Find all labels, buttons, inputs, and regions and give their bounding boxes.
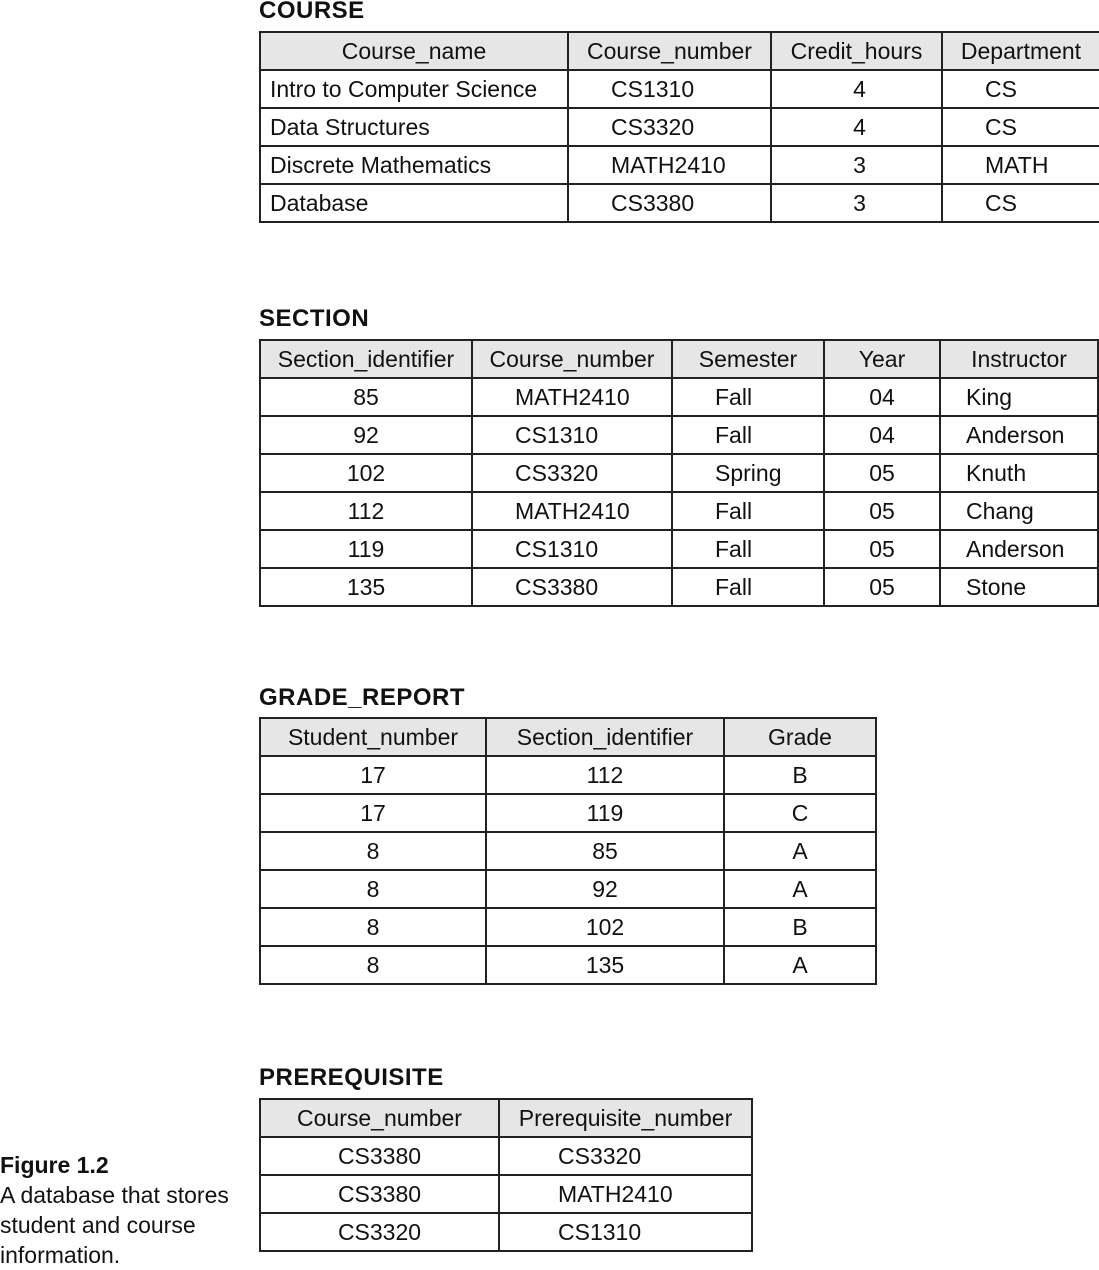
cell-course-name: Discrete Mathematics [260, 146, 568, 184]
header-semester: Semester [672, 340, 824, 378]
prerequisite-table-title: PREREQUISITE [259, 1064, 444, 1091]
header-section-identifier: Section_identifier [486, 718, 724, 756]
cell-semester: Fall [672, 416, 824, 454]
table-row [260, 1213, 752, 1251]
table-row [260, 870, 876, 908]
table-row [260, 794, 876, 832]
header-course-name: Course_name [260, 32, 568, 70]
cell-year: 05 [824, 454, 940, 492]
header-prerequisite-number: Prerequisite_number [499, 1099, 752, 1137]
cell-grade: A [724, 870, 876, 908]
cell-course-number: CS3320 [472, 454, 672, 492]
cell-instructor: Stone [940, 568, 1098, 606]
table-row [260, 756, 876, 794]
cell-section-identifier: 102 [486, 908, 724, 946]
cell-course-number: CS1310 [472, 530, 672, 568]
header-instructor: Instructor [940, 340, 1098, 378]
table-row [260, 378, 1098, 416]
figure-caption [0, 1150, 250, 1270]
table-row [260, 530, 1098, 568]
table-header-row [260, 340, 1098, 378]
cell-semester: Spring [672, 454, 824, 492]
cell-instructor: King [940, 378, 1098, 416]
cell-grade: B [724, 756, 876, 794]
cell-section-identifier: 92 [486, 870, 724, 908]
cell-credit-hours: 4 [771, 70, 942, 108]
cell-grade: B [724, 908, 876, 946]
table-row [260, 70, 1099, 108]
cell-course-number: CS3380 [568, 184, 771, 222]
cell-year: 04 [824, 378, 940, 416]
table-row [260, 184, 1099, 222]
table-row [260, 832, 876, 870]
course-table [259, 31, 1099, 223]
cell-semester: Fall [672, 530, 824, 568]
header-section-identifier: Section_identifier [260, 340, 472, 378]
cell-semester: Fall [672, 492, 824, 530]
table-header-row [260, 1099, 752, 1137]
cell-course-number: MATH2410 [568, 146, 771, 184]
cell-course-number: CS1310 [472, 416, 672, 454]
cell-section-identifier: 119 [486, 794, 724, 832]
header-grade: Grade [724, 718, 876, 756]
table-row [260, 492, 1098, 530]
grade-report-table-title: GRADE_REPORT [259, 684, 466, 711]
cell-prerequisite-number: CS3320 [499, 1137, 752, 1175]
cell-department: CS [942, 108, 1099, 146]
cell-student-number: 17 [260, 756, 486, 794]
cell-course-number: CS3380 [260, 1137, 499, 1175]
cell-course-number: CS3320 [568, 108, 771, 146]
cell-department: MATH [942, 146, 1099, 184]
cell-course-number: CS3320 [260, 1213, 499, 1251]
header-department: Department [942, 32, 1099, 70]
cell-year: 05 [824, 568, 940, 606]
cell-course-number: MATH2410 [472, 378, 672, 416]
cell-student-number: 8 [260, 832, 486, 870]
table-row [260, 1175, 752, 1213]
table-row [260, 908, 876, 946]
section-table [259, 339, 1099, 607]
cell-grade: C [724, 794, 876, 832]
header-course-number: Course_number [568, 32, 771, 70]
cell-grade: A [724, 832, 876, 870]
cell-section-identifier: 112 [260, 492, 472, 530]
cell-section-identifier: 85 [486, 832, 724, 870]
cell-course-number: MATH2410 [472, 492, 672, 530]
table-header-row [260, 718, 876, 756]
cell-instructor: Anderson [940, 530, 1098, 568]
table-row [260, 946, 876, 984]
cell-student-number: 8 [260, 908, 486, 946]
cell-section-identifier: 119 [260, 530, 472, 568]
cell-year: 05 [824, 492, 940, 530]
figure-description: A database that stores student and course information. [0, 1182, 229, 1268]
cell-semester: Fall [672, 378, 824, 416]
table-row [260, 108, 1099, 146]
section-table-title: SECTION [259, 305, 370, 332]
cell-section-identifier: 112 [486, 756, 724, 794]
cell-credit-hours: 3 [771, 146, 942, 184]
table-row [260, 454, 1098, 492]
cell-department: CS [942, 184, 1099, 222]
cell-course-number: CS3380 [260, 1175, 499, 1213]
header-credit-hours: Credit_hours [771, 32, 942, 70]
cell-credit-hours: 3 [771, 184, 942, 222]
cell-prerequisite-number: CS1310 [499, 1213, 752, 1251]
cell-course-number: CS1310 [568, 70, 771, 108]
cell-section-identifier: 92 [260, 416, 472, 454]
cell-student-number: 8 [260, 946, 486, 984]
course-table-title: COURSE [259, 0, 365, 24]
table-row [260, 1137, 752, 1175]
table-row [260, 568, 1098, 606]
cell-instructor: Chang [940, 492, 1098, 530]
table-row [260, 146, 1099, 184]
cell-prerequisite-number: MATH2410 [499, 1175, 752, 1213]
cell-section-identifier: 135 [486, 946, 724, 984]
cell-student-number: 8 [260, 870, 486, 908]
cell-department: CS [942, 70, 1099, 108]
cell-section-identifier: 135 [260, 568, 472, 606]
table-header-row [260, 32, 1099, 70]
cell-grade: A [724, 946, 876, 984]
cell-section-identifier: 85 [260, 378, 472, 416]
prerequisite-table [259, 1098, 753, 1252]
cell-credit-hours: 4 [771, 108, 942, 146]
header-course-number: Course_number [260, 1099, 499, 1137]
figure-label: Figure 1.2 [0, 1152, 109, 1178]
cell-instructor: Anderson [940, 416, 1098, 454]
cell-section-identifier: 102 [260, 454, 472, 492]
header-student-number: Student_number [260, 718, 486, 756]
cell-course-name: Data Structures [260, 108, 568, 146]
cell-student-number: 17 [260, 794, 486, 832]
cell-semester: Fall [672, 568, 824, 606]
cell-year: 05 [824, 530, 940, 568]
grade-report-table [259, 717, 877, 985]
cell-course-name: Intro to Computer Science [260, 70, 568, 108]
header-year: Year [824, 340, 940, 378]
table-row [260, 416, 1098, 454]
cell-course-number: CS3380 [472, 568, 672, 606]
cell-instructor: Knuth [940, 454, 1098, 492]
cell-year: 04 [824, 416, 940, 454]
header-course-number: Course_number [472, 340, 672, 378]
cell-course-name: Database [260, 184, 568, 222]
